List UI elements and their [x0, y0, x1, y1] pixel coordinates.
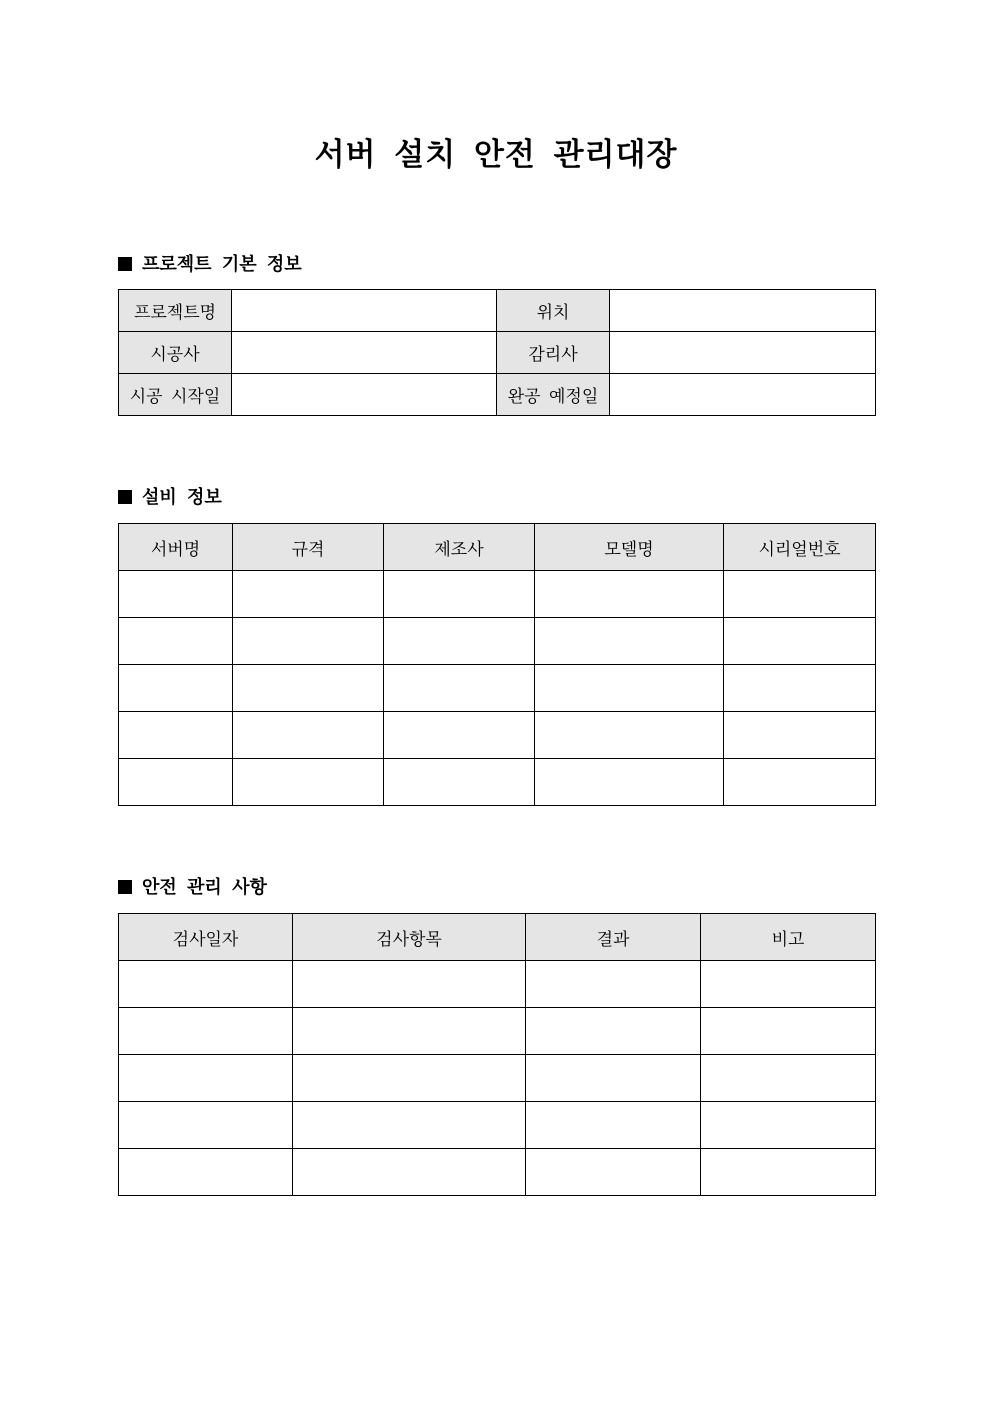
table-cell[interactable]: [724, 571, 876, 618]
table-row: [119, 1102, 876, 1149]
table-cell[interactable]: [526, 1008, 701, 1055]
table-row: [119, 759, 876, 806]
column-header-result: 결과: [526, 914, 701, 961]
column-header-serial-number: 시리얼번호: [724, 524, 876, 571]
project-info-heading: [118, 252, 302, 278]
table-cell[interactable]: [384, 759, 535, 806]
completion-date-field[interactable]: [610, 374, 876, 416]
table-cell[interactable]: [701, 1149, 876, 1196]
table-row: [119, 618, 876, 665]
table-row: [119, 1149, 876, 1196]
table-cell[interactable]: [526, 1055, 701, 1102]
table-cell[interactable]: [119, 665, 233, 712]
square-bullet-icon: [118, 490, 132, 504]
start-date-field[interactable]: [232, 374, 497, 416]
table-cell[interactable]: [526, 1102, 701, 1149]
equipment-info-table: [118, 523, 876, 806]
table-cell[interactable]: [233, 618, 384, 665]
safety-management-table: [118, 913, 876, 1196]
location-field[interactable]: [610, 290, 876, 332]
table-cell[interactable]: [526, 1149, 701, 1196]
table-cell[interactable]: [701, 1055, 876, 1102]
table-cell[interactable]: [384, 665, 535, 712]
table-cell[interactable]: [724, 759, 876, 806]
square-bullet-icon: [118, 880, 132, 894]
table-cell[interactable]: [293, 1149, 526, 1196]
column-header-inspection-item: 검사항목: [293, 914, 526, 961]
table-cell[interactable]: [701, 1008, 876, 1055]
table-cell[interactable]: [119, 571, 233, 618]
table-cell[interactable]: [233, 712, 384, 759]
safety-management-heading: [118, 875, 267, 901]
table-cell[interactable]: [535, 712, 724, 759]
table-cell[interactable]: [384, 712, 535, 759]
column-header-server-name: 서버명: [119, 524, 233, 571]
table-cell[interactable]: [233, 665, 384, 712]
table-cell[interactable]: [119, 759, 233, 806]
table-cell[interactable]: [119, 961, 293, 1008]
table-cell[interactable]: [701, 1102, 876, 1149]
table-cell[interactable]: [535, 665, 724, 712]
table-cell[interactable]: [724, 712, 876, 759]
location-label: 위치: [497, 290, 610, 332]
table-cell[interactable]: [384, 618, 535, 665]
table-row: [119, 665, 876, 712]
table-cell[interactable]: [119, 1102, 293, 1149]
completion-date-label: 완공 예정일: [497, 374, 610, 416]
table-cell[interactable]: [535, 759, 724, 806]
safety-management-heading-text: 안전 관리 사항: [142, 877, 267, 898]
table-cell[interactable]: [293, 1055, 526, 1102]
table-cell[interactable]: [293, 1008, 526, 1055]
column-header-manufacturer: 제조사: [384, 524, 535, 571]
table-cell[interactable]: [535, 571, 724, 618]
table-cell[interactable]: [724, 618, 876, 665]
supervisor-label: 감리사: [497, 332, 610, 374]
supervisor-field[interactable]: [610, 332, 876, 374]
table-row: [119, 571, 876, 618]
table-cell[interactable]: [119, 1149, 293, 1196]
project-info-heading-text: 프로젝트 기본 정보: [142, 254, 302, 275]
column-header-spec: 규격: [233, 524, 384, 571]
equipment-info-heading-text: 설비 정보: [142, 487, 222, 508]
table-cell[interactable]: [701, 961, 876, 1008]
table-cell[interactable]: [119, 1008, 293, 1055]
project-name-field[interactable]: [232, 290, 497, 332]
table-cell[interactable]: [724, 665, 876, 712]
contractor-field[interactable]: [232, 332, 497, 374]
table-row: [119, 712, 876, 759]
square-bullet-icon: [118, 257, 132, 271]
equipment-info-heading: [118, 485, 222, 511]
table-cell[interactable]: [526, 961, 701, 1008]
table-row: [119, 290, 876, 332]
document-title: 서버 설치 안전 관리대장: [314, 137, 678, 173]
table-header-row: [119, 914, 876, 961]
table-cell[interactable]: [535, 618, 724, 665]
table-cell[interactable]: [233, 571, 384, 618]
table-cell[interactable]: [233, 759, 384, 806]
column-header-remarks: 비고: [701, 914, 876, 961]
contractor-label: 시공사: [119, 332, 232, 374]
table-cell[interactable]: [293, 961, 526, 1008]
table-header-row: [119, 524, 876, 571]
project-info-table: [118, 289, 876, 416]
column-header-inspection-date: 검사일자: [119, 914, 293, 961]
table-row: [119, 1008, 876, 1055]
table-row: [119, 1055, 876, 1102]
table-cell[interactable]: [119, 618, 233, 665]
table-cell[interactable]: [293, 1102, 526, 1149]
table-cell[interactable]: [119, 1055, 293, 1102]
table-row: [119, 961, 876, 1008]
project-name-label: 프로젝트명: [119, 290, 232, 332]
table-row: [119, 332, 876, 374]
table-cell[interactable]: [384, 571, 535, 618]
column-header-model: 모델명: [535, 524, 724, 571]
table-row: [119, 374, 876, 416]
table-cell[interactable]: [119, 712, 233, 759]
start-date-label: 시공 시작일: [119, 374, 232, 416]
